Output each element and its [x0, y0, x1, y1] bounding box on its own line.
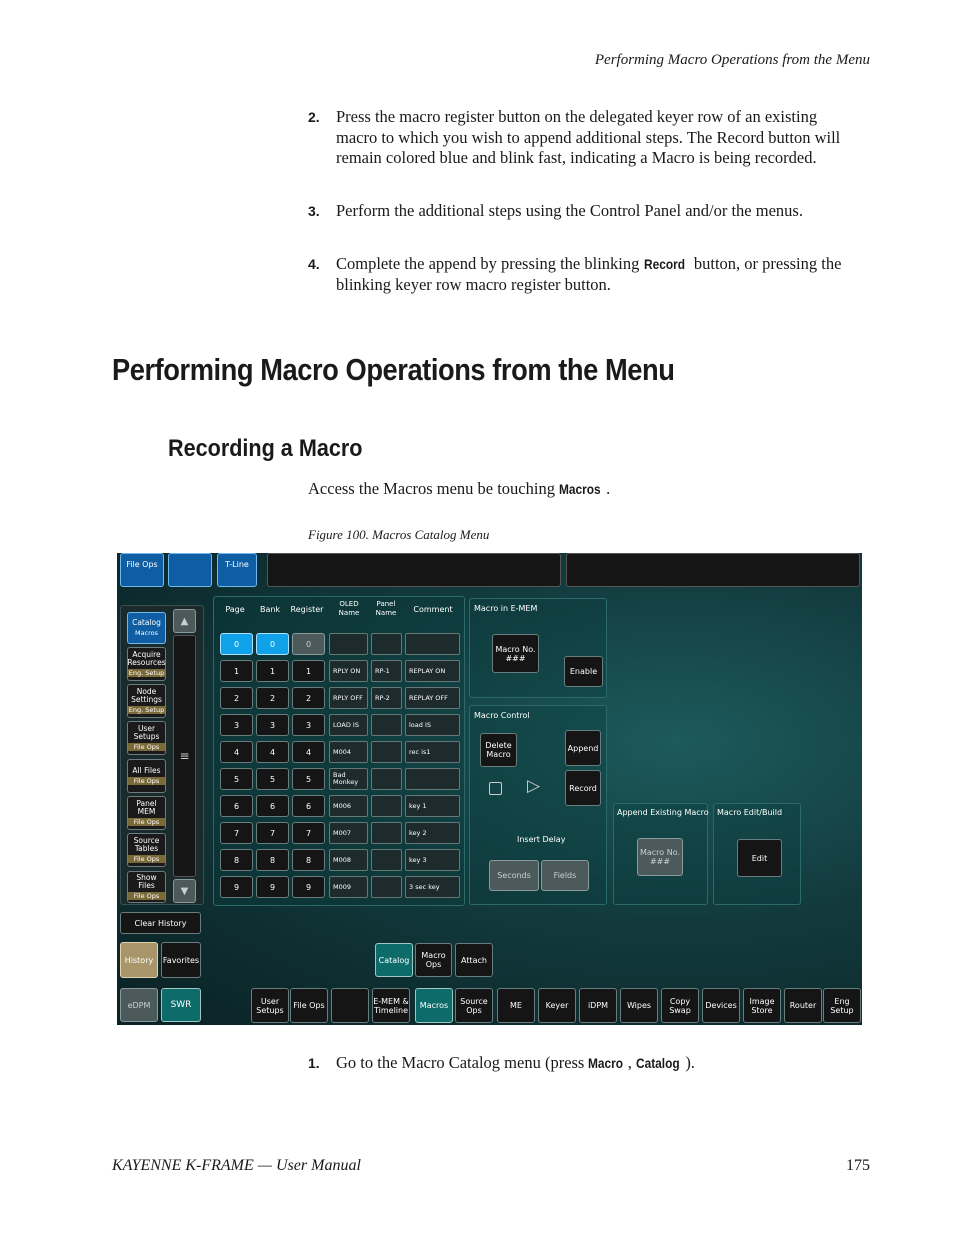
step-1	[308, 1053, 858, 1074]
macro-cell-comment[interactable]: REPLAY OFF	[405, 687, 460, 709]
scroll-up-icon[interactable]: ▲	[173, 609, 196, 633]
macro-cell-page[interactable]: 8	[220, 849, 253, 871]
bottom-tab-image-store[interactable]: Image Store	[743, 988, 781, 1023]
macro-cell-comment[interactable]: key 3	[405, 849, 460, 871]
fields-button[interactable]: Fields	[541, 860, 589, 891]
step-number: 3.	[308, 203, 320, 219]
subtab-attach[interactable]: Attach	[455, 943, 493, 977]
macro-cell-bank[interactable]: 0	[256, 633, 289, 655]
step-4	[308, 254, 858, 295]
append-macro-no-field[interactable]: Macro No. ###	[637, 838, 683, 876]
col-header-register: Register	[290, 605, 324, 614]
macro-cell-page[interactable]: 1	[220, 660, 253, 682]
macro-cell-bank[interactable]: 5	[256, 768, 289, 790]
macro-cell-comment[interactable]: REPLAY ON	[405, 660, 460, 682]
macro-cell-reg[interactable]: 3	[292, 714, 325, 736]
macro-cell-bank[interactable]: 9	[256, 876, 289, 898]
macro-cell-page[interactable]: 2	[220, 687, 253, 709]
macro-cell-panel[interactable]	[371, 822, 402, 844]
seconds-button[interactable]: Seconds	[489, 860, 539, 891]
macro-cell-comment[interactable]: key 1	[405, 795, 460, 817]
enable-button[interactable]: Enable	[564, 656, 603, 687]
scrollbar-track[interactable]: ≡	[173, 635, 196, 877]
macro-cell-page[interactable]: 7	[220, 822, 253, 844]
bottom-tab-copy-swap[interactable]: Copy Swap	[661, 988, 699, 1023]
macro-cell-panel[interactable]	[371, 768, 402, 790]
macro-cell-oled[interactable]: RPLY ON	[329, 660, 368, 682]
macro-edit-build-label: Macro Edit/Build	[717, 808, 783, 817]
subsection-heading: Recording a Macro	[168, 435, 363, 462]
history-item-user-setups[interactable]: User Setups File Ops	[127, 721, 166, 755]
bottom-tab-source-ops[interactable]: Source Ops	[455, 988, 493, 1023]
history-item-show-files[interactable]: Show Files File Ops	[127, 871, 166, 903]
macro-cell-panel[interactable]	[371, 876, 402, 898]
keyword-catalog: Catalog	[635, 1055, 680, 1071]
append-button[interactable]: Append	[565, 730, 601, 766]
macro-cell-page[interactable]: 4	[220, 741, 253, 763]
macro-cell-reg[interactable]: 7	[292, 822, 325, 844]
edpm-button[interactable]: eDPM	[120, 988, 158, 1022]
macro-cell-panel[interactable]: RP-1	[371, 660, 402, 682]
delete-macro-button[interactable]: Delete Macro	[480, 733, 517, 767]
scroll-down-icon[interactable]: ▼	[173, 879, 196, 903]
clear-history-button[interactable]: Clear History	[120, 912, 201, 934]
bottom-tab-macros[interactable]: Macros	[415, 988, 453, 1023]
status-field-right	[566, 553, 860, 587]
bottom-tab-me[interactable]: ME	[497, 988, 535, 1023]
macro-cell-bank[interactable]: 2	[256, 687, 289, 709]
history-button[interactable]: History	[120, 942, 158, 978]
macro-cell-oled[interactable]	[329, 633, 368, 655]
history-item-source-tables[interactable]: Source Tables File Ops	[127, 833, 166, 867]
step-text: Complete the append by pressing the blinking Record button, or pressing the blinking keyer row macro register button.	[336, 254, 842, 294]
macro-cell-oled[interactable]: M008	[329, 849, 368, 871]
favorites-button[interactable]: Favorites	[161, 942, 201, 978]
tab-t-line[interactable]: T-Line	[217, 553, 257, 587]
macro-cell-page[interactable]: 9	[220, 876, 253, 898]
swr-button[interactable]: SWR	[161, 988, 201, 1022]
macro-cell-reg[interactable]: 8	[292, 849, 325, 871]
col-header-comment: Comment	[413, 605, 453, 614]
macro-cell-bank[interactable]: 8	[256, 849, 289, 871]
macro-cell-page[interactable]: 3	[220, 714, 253, 736]
macro-cell-panel[interactable]	[371, 714, 402, 736]
step-text: Go to the Macro Catalog menu (press Macro , Catalog ).	[336, 1053, 695, 1072]
macro-cell-oled[interactable]: M007	[329, 822, 368, 844]
keyword-macro: Macro	[588, 1055, 624, 1071]
bottom-tab-e-mem-timeline[interactable]: E-MEM & Timeline	[372, 988, 410, 1023]
macro-cell-bank[interactable]: 3	[256, 714, 289, 736]
macro-cell-oled[interactable]: LOAD IS	[329, 714, 368, 736]
step-text: Press the macro register button on the delegated keyer row of an existing macro to which you wish to append additional steps. The Record button will remain colored blue and blink fast, indicating a Macro is being recorded.	[336, 107, 841, 167]
col-header-page: Page	[225, 605, 245, 614]
bottom-tab-user-setups[interactable]: User Setups	[251, 988, 289, 1023]
step-number: 4.	[308, 256, 320, 272]
macro-cell-comment[interactable]: key 2	[405, 822, 460, 844]
edit-button[interactable]: Edit	[737, 839, 782, 877]
record-button[interactable]: Record	[565, 770, 601, 806]
macro-cell-reg[interactable]: 9	[292, 876, 325, 898]
macro-cell-bank[interactable]: 7	[256, 822, 289, 844]
macro-cell-panel[interactable]	[371, 795, 402, 817]
macro-cell-comment[interactable]: rec is1	[405, 741, 460, 763]
step-number: 1.	[308, 1055, 320, 1071]
macro-cell-page[interactable]: 6	[220, 795, 253, 817]
page-number: 175	[846, 1157, 870, 1174]
status-field-left	[267, 553, 561, 587]
macro-cell-reg[interactable]: 5	[292, 768, 325, 790]
macro-cell-oled[interactable]: M004	[329, 741, 368, 763]
history-item-panel-mem[interactable]: Panel MEM File Ops	[127, 796, 166, 830]
macro-cell-panel[interactable]	[371, 849, 402, 871]
macro-cell-oled[interactable]: RPLY OFF	[329, 687, 368, 709]
bottom-tab-empty[interactable]	[331, 988, 369, 1023]
step-number: 2.	[308, 109, 320, 125]
history-item-all-files[interactable]: All Files File Ops	[127, 759, 166, 793]
col-header-panel-name: Panel Name	[375, 600, 397, 617]
history-item-acquire-resources[interactable]: Acquire Resources Eng. Setup	[127, 647, 166, 681]
macro-cell-bank[interactable]: 6	[256, 795, 289, 817]
append-existing-label: Append Existing Macro	[617, 808, 709, 817]
macro-cell-panel[interactable]	[371, 741, 402, 763]
macro-cell-oled[interactable]: Bad Monkey	[329, 768, 368, 790]
section-heading: Performing Macro Operations from the Menu	[112, 352, 675, 387]
keyword-record: Record	[643, 256, 685, 272]
subtab-catalog[interactable]: Catalog	[375, 943, 413, 977]
bottom-tab-router[interactable]: Router	[784, 988, 822, 1023]
history-item-catalog[interactable]: Catalog Macros	[127, 612, 166, 644]
access-paragraph: Access the Macros menu be touching Macros .	[308, 479, 611, 498]
macro-cell-panel[interactable]	[371, 633, 402, 655]
macro-cell-comment[interactable]: 3 sec key	[405, 876, 460, 898]
macro-control-label: Macro Control	[474, 711, 530, 720]
macro-cell-reg[interactable]: 6	[292, 795, 325, 817]
bottom-tab-eng-setup[interactable]: Eng Setup	[823, 988, 861, 1023]
col-header-bank: Bank	[259, 605, 281, 614]
macro-no-field[interactable]: Macro No. ###	[492, 634, 539, 673]
macro-cell-panel[interactable]: RP-2	[371, 687, 402, 709]
macro-cell-oled[interactable]: M006	[329, 795, 368, 817]
figure-caption: Figure 100. Macros Catalog Menu	[308, 527, 490, 542]
bottom-tab-file-ops[interactable]: File Ops	[290, 988, 328, 1023]
step-3	[308, 201, 858, 222]
macro-cell-reg[interactable]: 4	[292, 741, 325, 763]
bottom-tab-idpm[interactable]: iDPM	[579, 988, 617, 1023]
step-text: Perform the additional steps using the Control Panel and/or the menus.	[336, 201, 803, 220]
tab-file-ops[interactable]: File Ops	[120, 553, 164, 587]
play-icon[interactable]: ▷	[527, 776, 541, 796]
tab-empty[interactable]	[168, 553, 212, 587]
running-head: Performing Macro Operations from the Menu	[594, 52, 870, 68]
footer-title: KAYENNE K-FRAME — User Manual	[112, 1157, 361, 1174]
macro-in-emem-label: Macro in E-MEM	[474, 604, 538, 613]
insert-delay-label: Insert Delay	[517, 835, 566, 844]
bottom-tab-devices[interactable]: Devices	[702, 988, 740, 1023]
macro-cell-comment[interactable]: load IS	[405, 714, 460, 736]
bottom-tab-keyer[interactable]: Keyer	[538, 988, 576, 1023]
macros-catalog-screenshot	[117, 553, 862, 1025]
col-header-oled-name: OLED Name	[338, 600, 360, 617]
macro-cell-bank[interactable]: 1	[256, 660, 289, 682]
history-item-node-settings[interactable]: Node Settings Eng. Setup	[127, 684, 166, 718]
subtab-macro-ops[interactable]: Macro Ops	[415, 943, 452, 977]
stop-icon[interactable]	[489, 782, 502, 795]
bottom-tab-wipes[interactable]: Wipes	[620, 988, 658, 1023]
macro-cell-reg[interactable]: 0	[292, 633, 325, 655]
macro-cell-comment[interactable]	[405, 633, 460, 655]
macro-cell-page[interactable]: 0	[220, 633, 253, 655]
keyword-macros: Macros	[559, 481, 601, 497]
step-2	[308, 107, 858, 169]
macro-cell-page[interactable]: 5	[220, 768, 253, 790]
macro-cell-comment[interactable]	[405, 768, 460, 790]
macro-cell-oled[interactable]: M009	[329, 876, 368, 898]
macro-cell-reg[interactable]: 2	[292, 687, 325, 709]
macro-cell-bank[interactable]: 4	[256, 741, 289, 763]
macro-cell-reg[interactable]: 1	[292, 660, 325, 682]
